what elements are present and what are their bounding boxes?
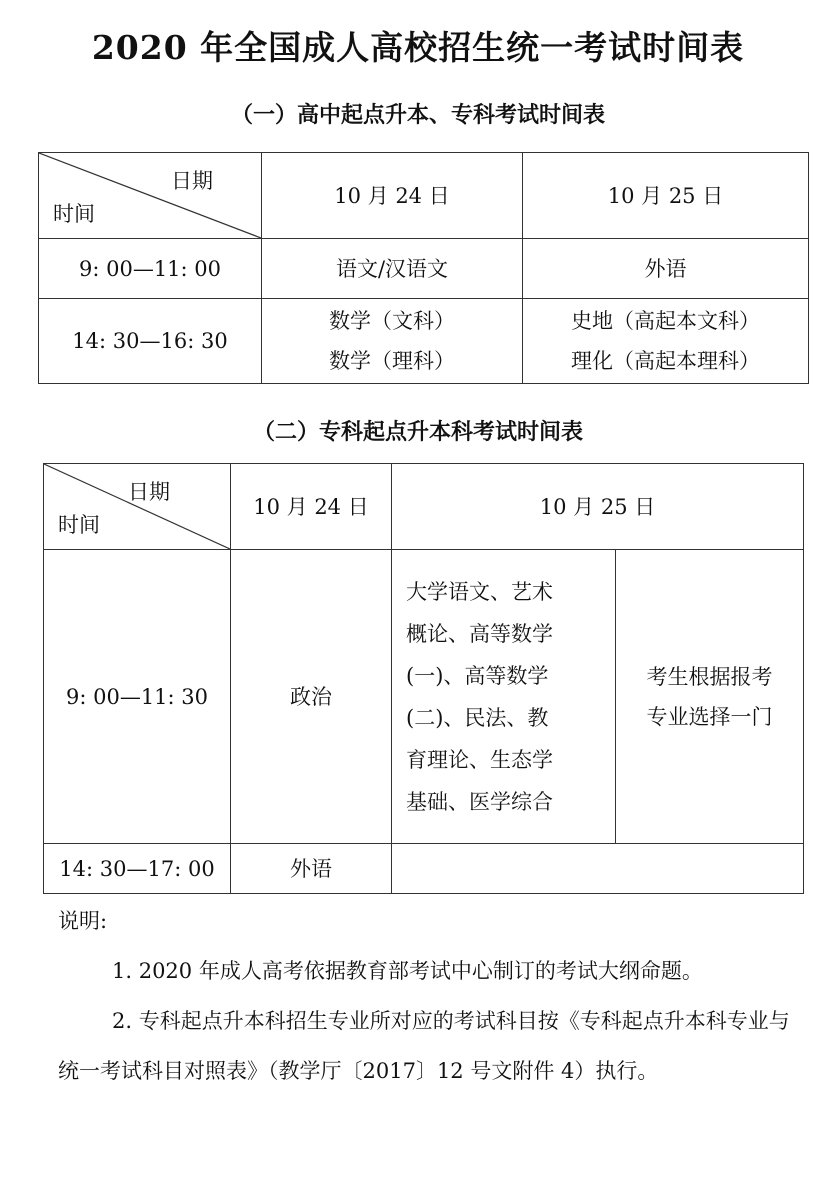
table2-heading: （二）专科起点升本科考试时间表	[252, 419, 583, 445]
table1	[38, 152, 809, 384]
date-header: 10 月 25 日	[392, 464, 804, 550]
note-item: 2. 专科起点升本科招生专业所对应的考试科目按《专科起点升本科专业与统一考试科目对照表》（教学厅〔2017〕12 号文附件 4）执行。	[58, 1009, 790, 1083]
subject-line: 理化（高起本理科）	[571, 349, 760, 373]
subject-cell: 外语	[231, 844, 392, 894]
notes-label: 说明:	[58, 909, 108, 933]
note-line: 考生根据报考	[646, 664, 773, 689]
subject-line: 基础、医学综合	[406, 789, 553, 814]
subject-cell	[523, 299, 809, 384]
subject-list-cell	[392, 550, 616, 844]
corner-date-label: 日期	[171, 169, 213, 193]
time-cell: 9: 00—11: 00	[39, 239, 262, 299]
table1-heading: （一）高中起点升本、专科考试时间表	[230, 102, 605, 128]
document-title: 2020 年全国成人高校招生统一考试时间表	[91, 28, 745, 67]
note-cell	[616, 550, 804, 844]
subject-line: 史地（高起本文科）	[571, 309, 760, 333]
time-cell: 14: 30—16: 30	[39, 299, 262, 384]
table-row	[44, 844, 804, 894]
subject-line: 概论、高等数学	[406, 621, 553, 646]
table2	[43, 463, 804, 894]
notes	[58, 896, 793, 1096]
corner-date-label: 日期	[128, 480, 170, 504]
table-row	[39, 239, 809, 299]
subject-line: (二)、民法、教	[406, 705, 549, 730]
subject-line: (一)、高等数学	[406, 663, 549, 688]
table-row	[44, 550, 804, 844]
time-cell: 14: 30—17: 00	[44, 844, 231, 894]
note-item: 1. 2020 年成人高考依据教育部考试中心制订的考试大纲命题。	[112, 959, 703, 983]
corner-time-label: 时间	[58, 513, 100, 537]
subject-line: 育理论、生态学	[406, 747, 553, 772]
subject-cell: 外语	[523, 239, 809, 299]
time-cell: 9: 00—11: 30	[44, 550, 231, 844]
empty-cell	[392, 844, 804, 894]
corner-cell	[44, 464, 231, 550]
table-row	[39, 299, 809, 384]
subject-cell	[262, 299, 523, 384]
subject-line: 大学语文、艺术	[406, 579, 553, 604]
date-header: 10 月 24 日	[231, 464, 392, 550]
note-line: 专业选择一门	[646, 704, 773, 729]
subject-line: 数学（文科）	[329, 309, 455, 333]
date-header: 10 月 25 日	[523, 153, 809, 239]
corner-time-label: 时间	[53, 202, 95, 226]
date-header: 10 月 24 日	[262, 153, 523, 239]
subject-cell: 政治	[231, 550, 392, 844]
subject-cell: 语文/汉语文	[262, 239, 523, 299]
corner-cell	[39, 153, 262, 239]
subject-line: 数学（理科）	[329, 349, 455, 373]
